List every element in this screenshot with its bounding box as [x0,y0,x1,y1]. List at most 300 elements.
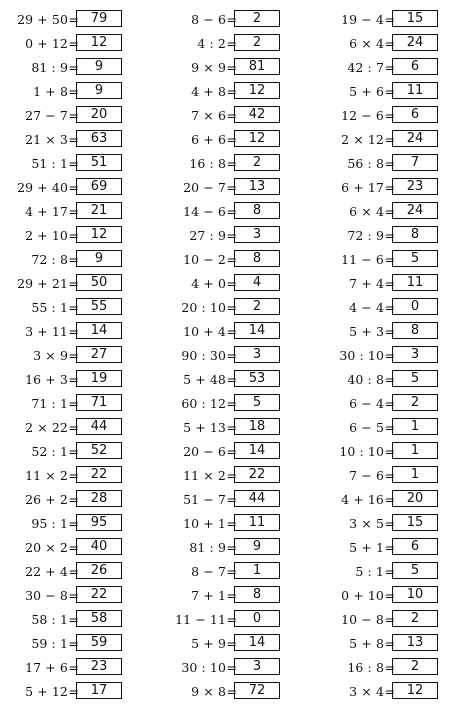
answer-box[interactable]: 24 [392,34,438,51]
problem-row [158,609,288,633]
answer-box[interactable]: 18 [234,418,280,435]
problem-expression: 71 : 1 [31,396,68,411]
answer-box[interactable]: 19 [76,370,122,387]
problem-row [0,57,130,81]
equals-sign: = [384,372,395,387]
problem-expression: 5 : 1 [355,564,384,579]
problem-row [316,345,446,369]
equals-sign: = [226,372,237,387]
equals-sign: = [384,252,395,267]
answer-box[interactable]: 24 [392,202,438,219]
answer-box[interactable]: 22 [76,466,122,483]
equals-sign: = [68,300,79,315]
problem-row [316,321,446,345]
problem-row [0,153,130,177]
problem-row [0,537,130,561]
answer-box[interactable]: 52 [76,442,122,459]
answer-box[interactable]: 3 [234,346,280,363]
answer-box[interactable]: 51 [76,154,122,171]
equals-sign: = [226,12,237,27]
problem-expression: 40 : 8 [347,372,384,387]
equals-sign: = [384,60,395,75]
problem-row [316,225,446,249]
answer-box[interactable]: 59 [76,634,122,651]
problem-row [158,489,288,513]
answer-box[interactable]: 6 [392,58,438,75]
equals-sign: = [384,204,395,219]
equals-sign: = [226,684,237,699]
problem-expression: 10 + 4 [183,324,226,339]
problem-row [316,513,446,537]
problem-expression: 52 : 1 [31,444,68,459]
problem-expression: 9 × 9 [191,60,226,75]
problem-row [0,681,130,705]
answer-box[interactable]: 8 [392,226,438,243]
problem-row [158,249,288,273]
answer-box[interactable]: 50 [76,274,122,291]
equals-sign: = [226,300,237,315]
problem-row [0,369,130,393]
problem-expression: 29 + 40 [17,180,68,195]
problem-expression: 81 : 9 [189,540,226,555]
problem-row [316,561,446,585]
answer-box[interactable]: 22 [76,586,122,603]
problem-expression: 4 + 16 [341,492,384,507]
equals-sign: = [68,516,79,531]
problem-row [316,249,446,273]
problem-expression: 51 − 7 [183,492,226,507]
answer-box[interactable]: 0 [392,298,438,315]
problem-expression: 27 − 7 [25,108,68,123]
answer-box[interactable]: 26 [76,562,122,579]
problem-expression: 3 + 11 [25,324,68,339]
answer-box[interactable]: 2 [234,34,280,51]
problem-expression: 4 + 8 [191,84,226,99]
problem-row [0,201,130,225]
answer-box[interactable]: 13 [234,178,280,195]
problem-expression: 16 : 8 [347,660,384,675]
equals-sign: = [226,132,237,147]
problem-row [316,489,446,513]
answer-box[interactable]: 55 [76,298,122,315]
problem-row [0,9,130,33]
problem-expression: 20 − 7 [183,180,226,195]
answer-box[interactable]: 58 [76,610,122,627]
answer-box[interactable]: 28 [76,490,122,507]
problem-row [158,129,288,153]
equals-sign: = [384,612,395,627]
answer-box[interactable]: 17 [76,682,122,699]
problem-expression: 58 : 1 [31,612,68,627]
problem-row [158,585,288,609]
answer-box[interactable]: 13 [392,634,438,651]
problem-row [0,273,130,297]
problem-row [0,249,130,273]
equals-sign: = [384,516,395,531]
problem-expression: 10 − 2 [183,252,226,267]
answer-box[interactable]: 14 [234,634,280,651]
problem-row [0,441,130,465]
equals-sign: = [226,540,237,555]
problem-row [158,633,288,657]
problem-expression: 11 − 11 [175,612,226,627]
problem-expression: 5 + 13 [183,420,226,435]
answer-box[interactable]: 9 [76,250,122,267]
problem-expression: 4 : 2 [197,36,226,51]
equals-sign: = [226,156,237,171]
problem-row [158,81,288,105]
answer-box[interactable]: 1 [392,442,438,459]
equals-sign: = [384,12,395,27]
equals-sign: = [384,396,395,411]
answer-box[interactable]: 11 [392,82,438,99]
equals-sign: = [68,348,79,363]
answer-box[interactable]: 15 [392,514,438,531]
answer-box[interactable]: 11 [392,274,438,291]
answer-box[interactable]: 3 [234,658,280,675]
equals-sign: = [226,204,237,219]
equals-sign: = [384,564,395,579]
equals-sign: = [68,636,79,651]
problem-row [0,105,130,129]
problem-expression: 81 : 9 [31,60,68,75]
problem-expression: 3 × 9 [33,348,68,363]
problem-row [158,561,288,585]
equals-sign: = [384,588,395,603]
answer-box[interactable]: 95 [76,514,122,531]
answer-box[interactable]: 5 [234,394,280,411]
answer-box[interactable]: 8 [234,202,280,219]
problem-expression: 51 : 1 [31,156,68,171]
equals-sign: = [384,276,395,291]
equals-sign: = [226,660,237,675]
equals-sign: = [226,348,237,363]
problem-expression: 7 × 6 [191,108,226,123]
answer-box[interactable]: 5 [392,250,438,267]
problem-expression: 90 : 30 [181,348,226,363]
equals-sign: = [226,612,237,627]
problem-expression: 11 × 2 [25,468,68,483]
problem-expression: 6 − 4 [349,396,384,411]
problem-expression: 3 × 4 [349,684,384,699]
answer-box[interactable]: 69 [76,178,122,195]
problem-row [0,489,130,513]
problem-expression: 8 − 7 [191,564,226,579]
answer-box[interactable]: 7 [392,154,438,171]
answer-box[interactable]: 4 [234,274,280,291]
problem-row [316,81,446,105]
answer-box[interactable]: 23 [392,178,438,195]
problem-expression: 16 + 3 [25,372,68,387]
problem-row [316,369,446,393]
problem-row [0,129,130,153]
equals-sign: = [226,516,237,531]
problem-expression: 8 − 6 [191,12,226,27]
problem-expression: 3 × 5 [349,516,384,531]
equals-sign: = [68,60,79,75]
problem-expression: 6 + 6 [191,132,226,147]
answer-box[interactable]: 27 [76,346,122,363]
problem-expression: 4 + 17 [25,204,68,219]
equals-sign: = [226,420,237,435]
problem-expression: 5 + 9 [191,636,226,651]
problem-row [158,201,288,225]
equals-sign: = [68,492,79,507]
answer-box[interactable]: 9 [76,58,122,75]
problem-expression: 4 − 4 [349,300,384,315]
answer-box[interactable]: 42 [234,106,280,123]
problem-row [0,465,130,489]
problem-row [316,585,446,609]
problem-row [316,201,446,225]
problem-row [158,681,288,705]
answer-box[interactable]: 12 [234,82,280,99]
problem-expression: 7 + 4 [349,276,384,291]
problem-row [158,513,288,537]
problem-expression: 55 : 1 [31,300,68,315]
answer-box[interactable]: 1 [234,562,280,579]
equals-sign: = [226,36,237,51]
problem-expression: 5 + 48 [183,372,226,387]
problem-expression: 2 × 12 [341,132,384,147]
problem-row [316,537,446,561]
equals-sign: = [384,36,395,51]
equals-sign: = [68,444,79,459]
problem-row [0,33,130,57]
equals-sign: = [68,324,79,339]
answer-box[interactable]: 2 [234,10,280,27]
problem-row [316,105,446,129]
equals-sign: = [68,540,79,555]
answer-box[interactable]: 2 [392,658,438,675]
answer-box[interactable]: 9 [76,82,122,99]
answer-box[interactable]: 20 [392,490,438,507]
problem-row [158,465,288,489]
problem-expression: 30 : 10 [339,348,384,363]
answer-box[interactable]: 40 [76,538,122,555]
problem-expression: 7 − 6 [349,468,384,483]
problem-row [316,297,446,321]
problem-expression: 72 : 8 [31,252,68,267]
problem-expression: 95 : 1 [31,516,68,531]
problem-expression: 17 + 6 [25,660,68,675]
answer-box[interactable]: 23 [76,658,122,675]
problem-row [158,393,288,417]
problem-row [158,9,288,33]
answer-box[interactable]: 12 [76,226,122,243]
problem-row [316,129,446,153]
equals-sign: = [226,324,237,339]
answer-box[interactable]: 71 [76,394,122,411]
problem-row [158,657,288,681]
problem-row [0,297,130,321]
equals-sign: = [384,468,395,483]
problem-expression: 6 − 5 [349,420,384,435]
equals-sign: = [68,660,79,675]
answer-box[interactable]: 1 [392,418,438,435]
answer-box[interactable]: 21 [76,202,122,219]
problem-row [0,561,130,585]
problem-expression: 19 − 4 [341,12,384,27]
answer-box[interactable]: 53 [234,370,280,387]
answer-box[interactable]: 10 [392,586,438,603]
problem-expression: 5 + 8 [349,636,384,651]
problem-row [158,417,288,441]
answer-box[interactable]: 44 [234,490,280,507]
answer-box[interactable]: 20 [76,106,122,123]
problem-expression: 20 : 10 [181,300,226,315]
problem-row [158,345,288,369]
problem-row [316,417,446,441]
problem-expression: 6 × 4 [349,204,384,219]
problem-row [316,33,446,57]
problem-expression: 6 × 4 [349,36,384,51]
problem-expression: 56 : 8 [347,156,384,171]
equals-sign: = [226,228,237,243]
answer-box[interactable]: 2 [234,298,280,315]
equals-sign: = [68,612,79,627]
answer-box[interactable]: 63 [76,130,122,147]
equals-sign: = [68,36,79,51]
answer-box[interactable]: 2 [392,610,438,627]
problem-row [0,585,130,609]
answer-box[interactable]: 81 [234,58,280,75]
answer-box[interactable]: 12 [76,34,122,51]
problem-row [158,441,288,465]
equals-sign: = [68,84,79,99]
problem-row [0,345,130,369]
equals-sign: = [384,348,395,363]
problem-expression: 27 : 9 [189,228,226,243]
answer-box[interactable]: 6 [392,106,438,123]
answer-box[interactable]: 2 [392,394,438,411]
equals-sign: = [384,132,395,147]
problem-column-3 [316,9,446,705]
problem-row [0,657,130,681]
equals-sign: = [384,684,395,699]
equals-sign: = [68,372,79,387]
problem-row [158,105,288,129]
problem-expression: 11 × 2 [183,468,226,483]
equals-sign: = [68,588,79,603]
equals-sign: = [384,444,395,459]
equals-sign: = [226,252,237,267]
problem-expression: 4 + 0 [191,276,226,291]
problem-row [158,225,288,249]
problem-row [316,681,446,705]
equals-sign: = [68,252,79,267]
answer-box[interactable]: 15 [392,10,438,27]
problem-row [316,177,446,201]
answer-box[interactable]: 14 [76,322,122,339]
answer-box[interactable]: 72 [234,682,280,699]
equals-sign: = [226,84,237,99]
problem-expression: 5 + 6 [349,84,384,99]
problem-expression: 72 : 9 [347,228,384,243]
problem-expression: 16 : 8 [189,156,226,171]
problem-expression: 30 : 10 [181,660,226,675]
equals-sign: = [68,156,79,171]
equals-sign: = [226,636,237,651]
answer-box[interactable]: 1 [392,466,438,483]
equals-sign: = [384,108,395,123]
problem-row [316,9,446,33]
answer-box[interactable]: 44 [76,418,122,435]
problem-row [158,57,288,81]
problem-row [158,177,288,201]
equals-sign: = [68,180,79,195]
problem-row [0,393,130,417]
answer-box[interactable]: 5 [392,562,438,579]
answer-box[interactable]: 3 [392,346,438,363]
problem-expression: 29 + 21 [17,276,68,291]
answer-box[interactable]: 9 [234,538,280,555]
answer-box[interactable]: 8 [234,586,280,603]
problem-expression: 22 + 4 [25,564,68,579]
problem-row [316,57,446,81]
problem-row [316,465,446,489]
equals-sign: = [68,684,79,699]
problem-row [316,393,446,417]
problem-row [316,273,446,297]
answer-box[interactable]: 24 [392,130,438,147]
answer-box[interactable]: 0 [234,610,280,627]
problem-row [0,177,130,201]
equals-sign: = [226,444,237,459]
answer-box[interactable]: 3 [234,226,280,243]
problem-expression: 59 : 1 [31,636,68,651]
problem-row [158,297,288,321]
answer-box[interactable]: 8 [234,250,280,267]
answer-box[interactable]: 22 [234,466,280,483]
answer-box[interactable]: 8 [392,322,438,339]
problem-row [0,81,130,105]
problem-row [0,225,130,249]
answer-box[interactable]: 11 [234,514,280,531]
problem-expression: 5 + 3 [349,324,384,339]
answer-box[interactable]: 79 [76,10,122,27]
equals-sign: = [226,108,237,123]
equals-sign: = [68,12,79,27]
answer-box[interactable]: 6 [392,538,438,555]
problem-expression: 21 × 3 [25,132,68,147]
answer-box[interactable]: 12 [234,130,280,147]
problem-row [316,633,446,657]
answer-box[interactable]: 14 [234,442,280,459]
equals-sign: = [68,396,79,411]
answer-box[interactable]: 12 [392,682,438,699]
problem-column-1 [0,9,130,705]
equals-sign: = [384,180,395,195]
problem-row [316,153,446,177]
equals-sign: = [384,84,395,99]
equals-sign: = [226,492,237,507]
problem-row [158,537,288,561]
problem-expression: 12 − 6 [341,108,384,123]
problem-expression: 20 × 2 [25,540,68,555]
answer-box[interactable]: 5 [392,370,438,387]
problem-expression: 42 : 7 [347,60,384,75]
equals-sign: = [68,108,79,123]
equals-sign: = [226,588,237,603]
answer-box[interactable]: 2 [234,154,280,171]
problem-row [316,441,446,465]
answer-box[interactable]: 14 [234,322,280,339]
equals-sign: = [68,276,79,291]
problem-expression: 30 − 8 [25,588,68,603]
equals-sign: = [384,636,395,651]
equals-sign: = [226,60,237,75]
